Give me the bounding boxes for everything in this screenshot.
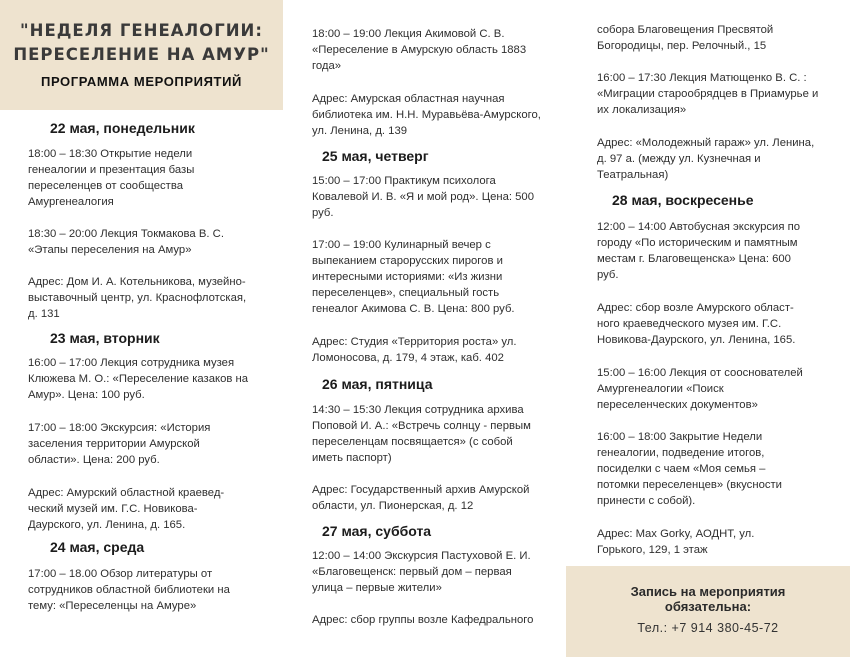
event-text: 18:00 – 19:00 Лекция Акимовой С. В. «Переселение в Амурскую область 1883 года» bbox=[312, 28, 527, 72]
registration-notice: Запись на мероприятия обязательна: bbox=[630, 584, 786, 614]
address-text: Адрес: сбор группы возле Кафедрального bbox=[312, 614, 534, 626]
event-text: 16:00 – 17:00 Лекция сотрудника музея Клюжева М. О.: «Переселение казаков на Амур». Цена: 100 руб. bbox=[28, 357, 249, 401]
event-text: 16:00 – 18:00 Закрытие Недели генеалогии, подведение итогов, посиделки с чаем «Моя семья – потомки переселенцев» (вкусности принести с собой). bbox=[597, 431, 782, 507]
address-text: Адрес: Студия «Территория роста» ул. Ломоносова, д. 179, 4 этаж, каб. 402 bbox=[312, 336, 517, 364]
event-text: 17:00 – 18:00 Экскурсия: «История заселения территории Амурской области». Цена: 200 руб. bbox=[28, 422, 211, 466]
event-text: 16:00 – 17:30 Лекция Матющенко В. С. : «Миграции старообрядцев в Приамурье и их локализация» bbox=[597, 72, 819, 116]
event-text: 18:00 – 18:30 Открытие недели генеалогии и презентация базы переселенцев от сообщества Амургенеалогия bbox=[28, 148, 195, 208]
event-text: 12:00 – 14:00 Экскурсия Пастуховой Е. И. «Благовещенск: первый дом – первая улица – первые жители» bbox=[312, 550, 531, 594]
event-text: 14:30 – 15:30 Лекция сотрудника архива Поповой И. А.: «Встречь солнцу - первым переселенцам посвящается» (с собой иметь паспорт) bbox=[312, 404, 531, 464]
day-heading-may-22: 22 мая, понедельник bbox=[50, 120, 195, 136]
address-text: Адрес: Амурская областная научная библиотека им. Н.Н. Муравьёва-Амурского, ул. Ленина, д. 139 bbox=[312, 93, 541, 137]
address-text: Адрес: Амурский областной краевед- ческий музей им. Г.С. Новикова- Даурского, ул. Ленина, д. 165. bbox=[28, 487, 225, 531]
page-title: "НЕДЕЛЯ ГЕНЕАЛОГИИ: ПЕРЕСЕЛЕНИЕ НА АМУР" bbox=[13, 21, 270, 64]
event-text: 17:00 – 18.00 Обзор литературы от сотрудников областной библиотеки на тему: «Переселенцы на Амуре» bbox=[28, 568, 230, 612]
event-text: 18:30 – 20:00 Лекция Токмакова В. С. «Этапы переселения на Амур» bbox=[28, 228, 224, 256]
event-text: 12:00 – 14:00 Автобусная экскурсия по городу «По историческим и памятным местам г. Благовещенска» Цена: 600 руб. bbox=[597, 221, 800, 281]
address-text: Адрес: сбор возле Амурского област- ного краеведческого музея им. Г.С. Новикова-Даурского, ул. Ленина, 165. bbox=[597, 302, 796, 346]
day-heading-may-25: 25 мая, четверг bbox=[322, 148, 429, 164]
address-text: Адрес: Max Gorky, АОДНТ, ул. Горького, 129, 1 этаж bbox=[597, 528, 755, 556]
day-heading-may-26: 26 мая, пятница bbox=[322, 376, 433, 392]
day-heading-may-28: 28 мая, воскресенье bbox=[612, 192, 754, 208]
address-text: Адрес: Государственный архив Амурской области, ул. Пионерская, д. 12 bbox=[312, 484, 530, 512]
address-text: собора Благовещения Пресвятой Богородицы, пер. Релочный., 15 bbox=[597, 24, 774, 52]
day-heading-may-27: 27 мая, суббота bbox=[322, 523, 432, 539]
event-text: 15:00 – 17:00 Практикум психолога Ковалевой И. В. «Я и мой род». Цена: 500 руб. bbox=[312, 175, 534, 219]
event-text: 17:00 – 19:00 Кулинарный вечер с выпеканием старорусских пирогов и интересными историями: «Из жизни переселенцев», специальный гость генеалог Акимова С. В. Цена: 800 руб. bbox=[312, 239, 515, 315]
phone-number[interactable]: Тел.: +7 914 380-45-72 bbox=[637, 621, 779, 635]
event-text: 15:00 – 16:00 Лекция от сооснователей Амургенеалогии «Поиск переселенческих документов» bbox=[597, 367, 803, 411]
page-subtitle: ПРОГРАММА МЕРОПРИЯТИЙ bbox=[41, 74, 242, 89]
day-heading-may-24: 24 мая, среда bbox=[50, 539, 145, 555]
address-text: Адрес: Дом И. А. Котельникова, музейно- выставочный центр, ул. Краснофлотская, д. 131 bbox=[28, 276, 247, 320]
address-text: Адрес: «Молодежный гараж» ул. Ленина, д. 97 а. (между ул. Кузнечная и Театральная) bbox=[597, 137, 815, 181]
day-heading-may-23: 23 мая, вторник bbox=[50, 330, 160, 346]
